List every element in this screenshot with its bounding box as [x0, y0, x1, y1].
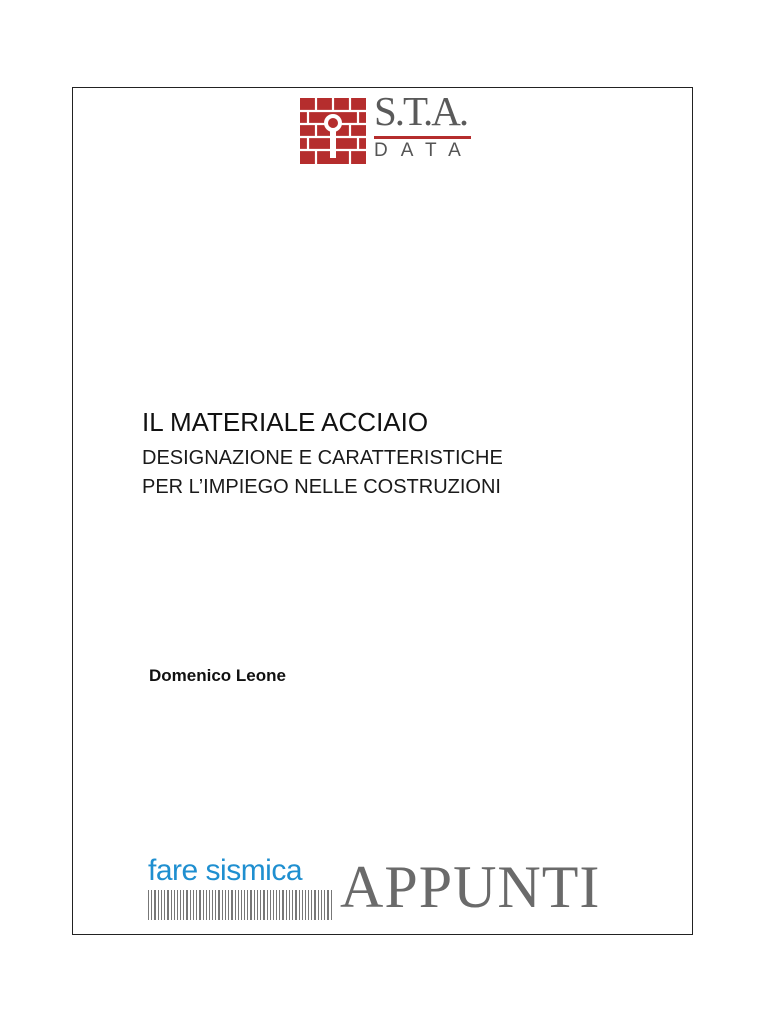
brick-wall-logo-icon — [300, 98, 366, 164]
logo-divider — [374, 136, 471, 139]
author-name: Domenico Leone — [149, 666, 286, 685]
logo-name: S.T.A. — [374, 88, 468, 134]
fare-sismica-appunti-logo — [148, 850, 628, 928]
series-label: APPUNTI — [340, 854, 601, 920]
barcode-stripes-icon — [148, 890, 336, 920]
logo-subname: DATA — [374, 140, 474, 161]
series-name: fare sismica — [148, 854, 303, 887]
subtitle-line: PER L’IMPIEGO NELLE COSTRUZIONI — [142, 476, 501, 498]
sta-data-logo — [300, 88, 476, 164]
page-border — [72, 87, 693, 935]
document-title: IL MATERIALE ACCIAIO — [142, 407, 429, 437]
subtitle-line: DESIGNAZIONE E CARATTERISTICHE — [142, 447, 503, 469]
document-subtitle — [142, 444, 503, 502]
